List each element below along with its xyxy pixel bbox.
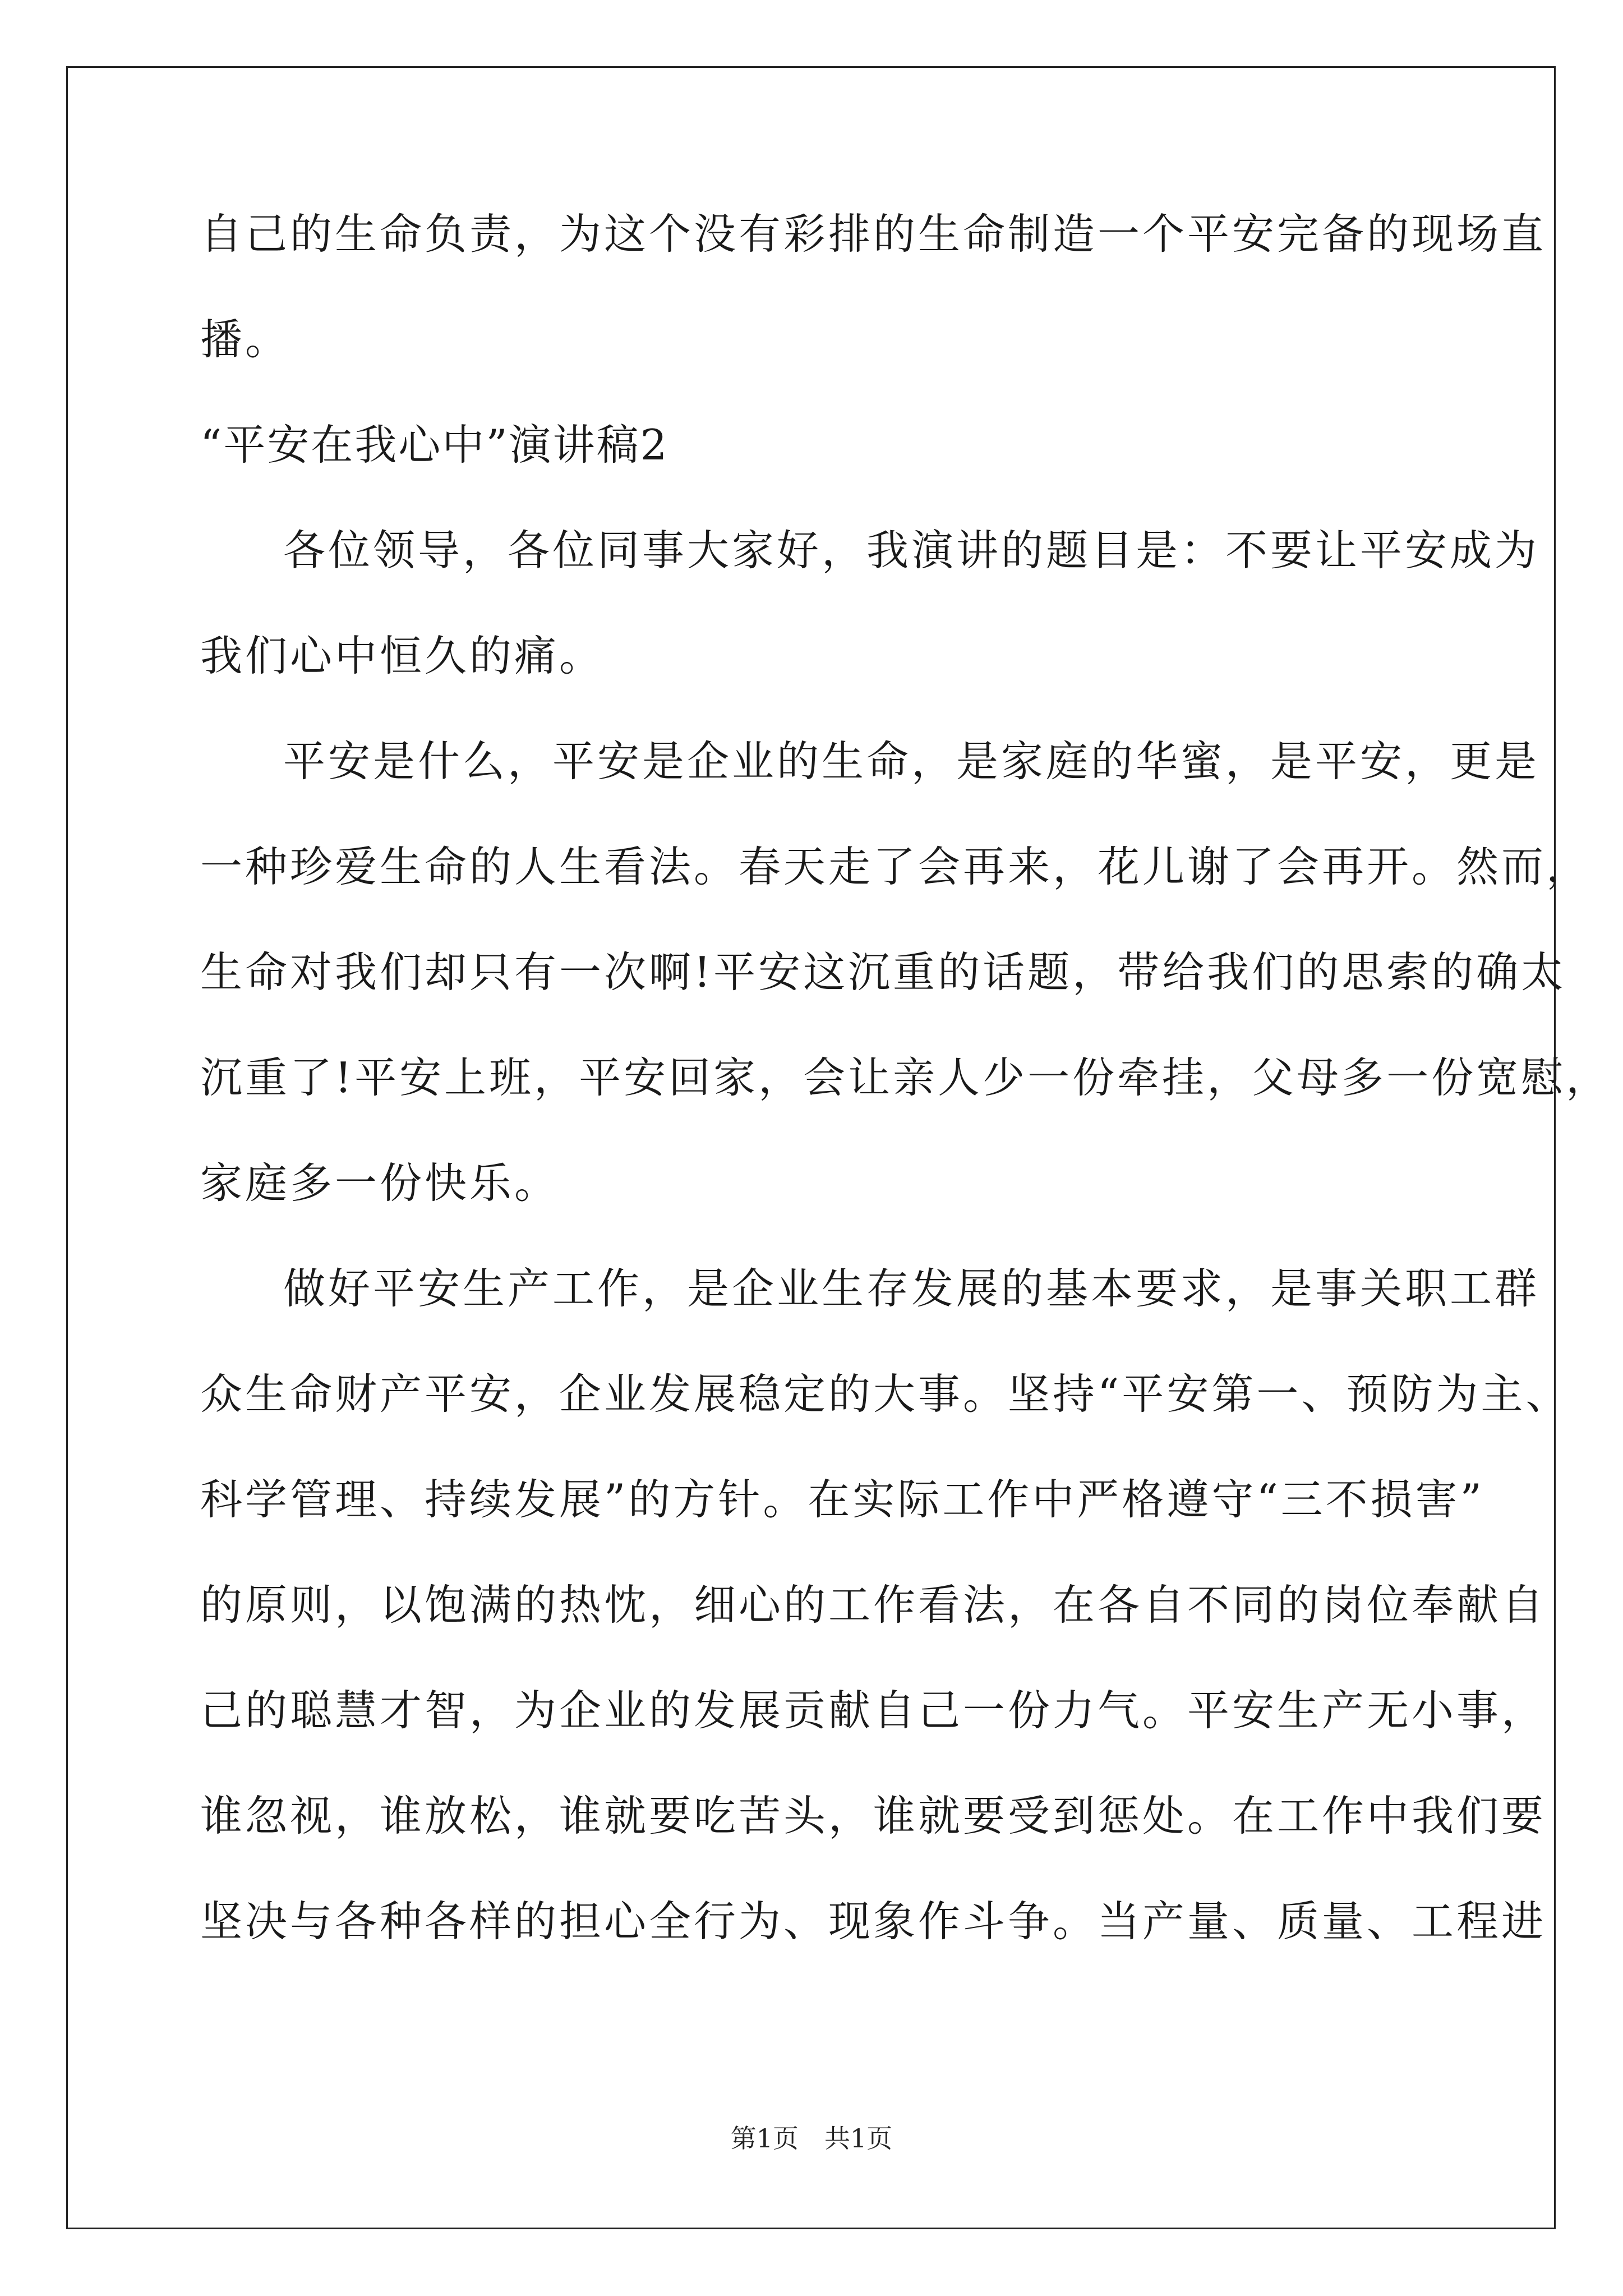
text-line: 谁忽视，谁放松，谁就要吃苦头，谁就要受到惩处。在工作中我们要	[200, 1791, 1547, 1841]
document-body	[200, 209, 1611, 2006]
page-footer: 第1页 共1页	[730, 2123, 893, 2154]
text-line: 坚决与各种各样的担心全行为、现象作斗争。当产量、质量、工程进	[200, 1897, 1547, 1946]
text-line: 众生命财产平安，企业发展稳定的大事。坚持“平安第一、预防为主、	[200, 1369, 1571, 1419]
paragraph-first-line: 平安是什么，平安是企业的生命，是家庭的华蜜，是平安，更是	[283, 737, 1540, 786]
paragraph-first-line: 做好平安生产工作，是企业生存发展的基本要求，是事关职工群	[283, 1264, 1540, 1313]
text-line: 生命对我们却只有一次啊!平安这沉重的话题，带给我们的思索的确太	[200, 947, 1566, 997]
text-line: 科学管理、持续发展”的方针。在实际工作中严格遵守“三不损害”	[200, 1475, 1485, 1524]
text-line: 沉重了!平安上班，平安回家，会让亲人少一份牵挂，父母多一份宽慰，	[200, 1053, 1611, 1102]
text-line: 一种珍爱生命的人生看法。春天走了会再来，花儿谢了会再开。然而，	[200, 842, 1592, 891]
text-line: 自己的生命负责，为这个没有彩排的生命制造一个平安完备的现场直	[200, 209, 1547, 259]
text-line: 播。	[200, 315, 291, 364]
text-line: 我们心中恒久的痛。	[200, 631, 605, 680]
paragraph-first-line: 各位领导，各位同事大家好，我演讲的题目是：不要让平安成为	[283, 526, 1540, 575]
section-heading: “平安在我心中”演讲稿2	[200, 420, 669, 470]
text-line: 己的聪慧才智，为企业的发展贡献自己一份力气。平安生产无小事，	[200, 1686, 1547, 1735]
text-line: 家庭多一份快乐。	[200, 1158, 560, 1208]
text-line: 的原则，以饱满的热忱，细心的工作看法，在各自不同的岗位奉献自	[200, 1580, 1547, 1630]
